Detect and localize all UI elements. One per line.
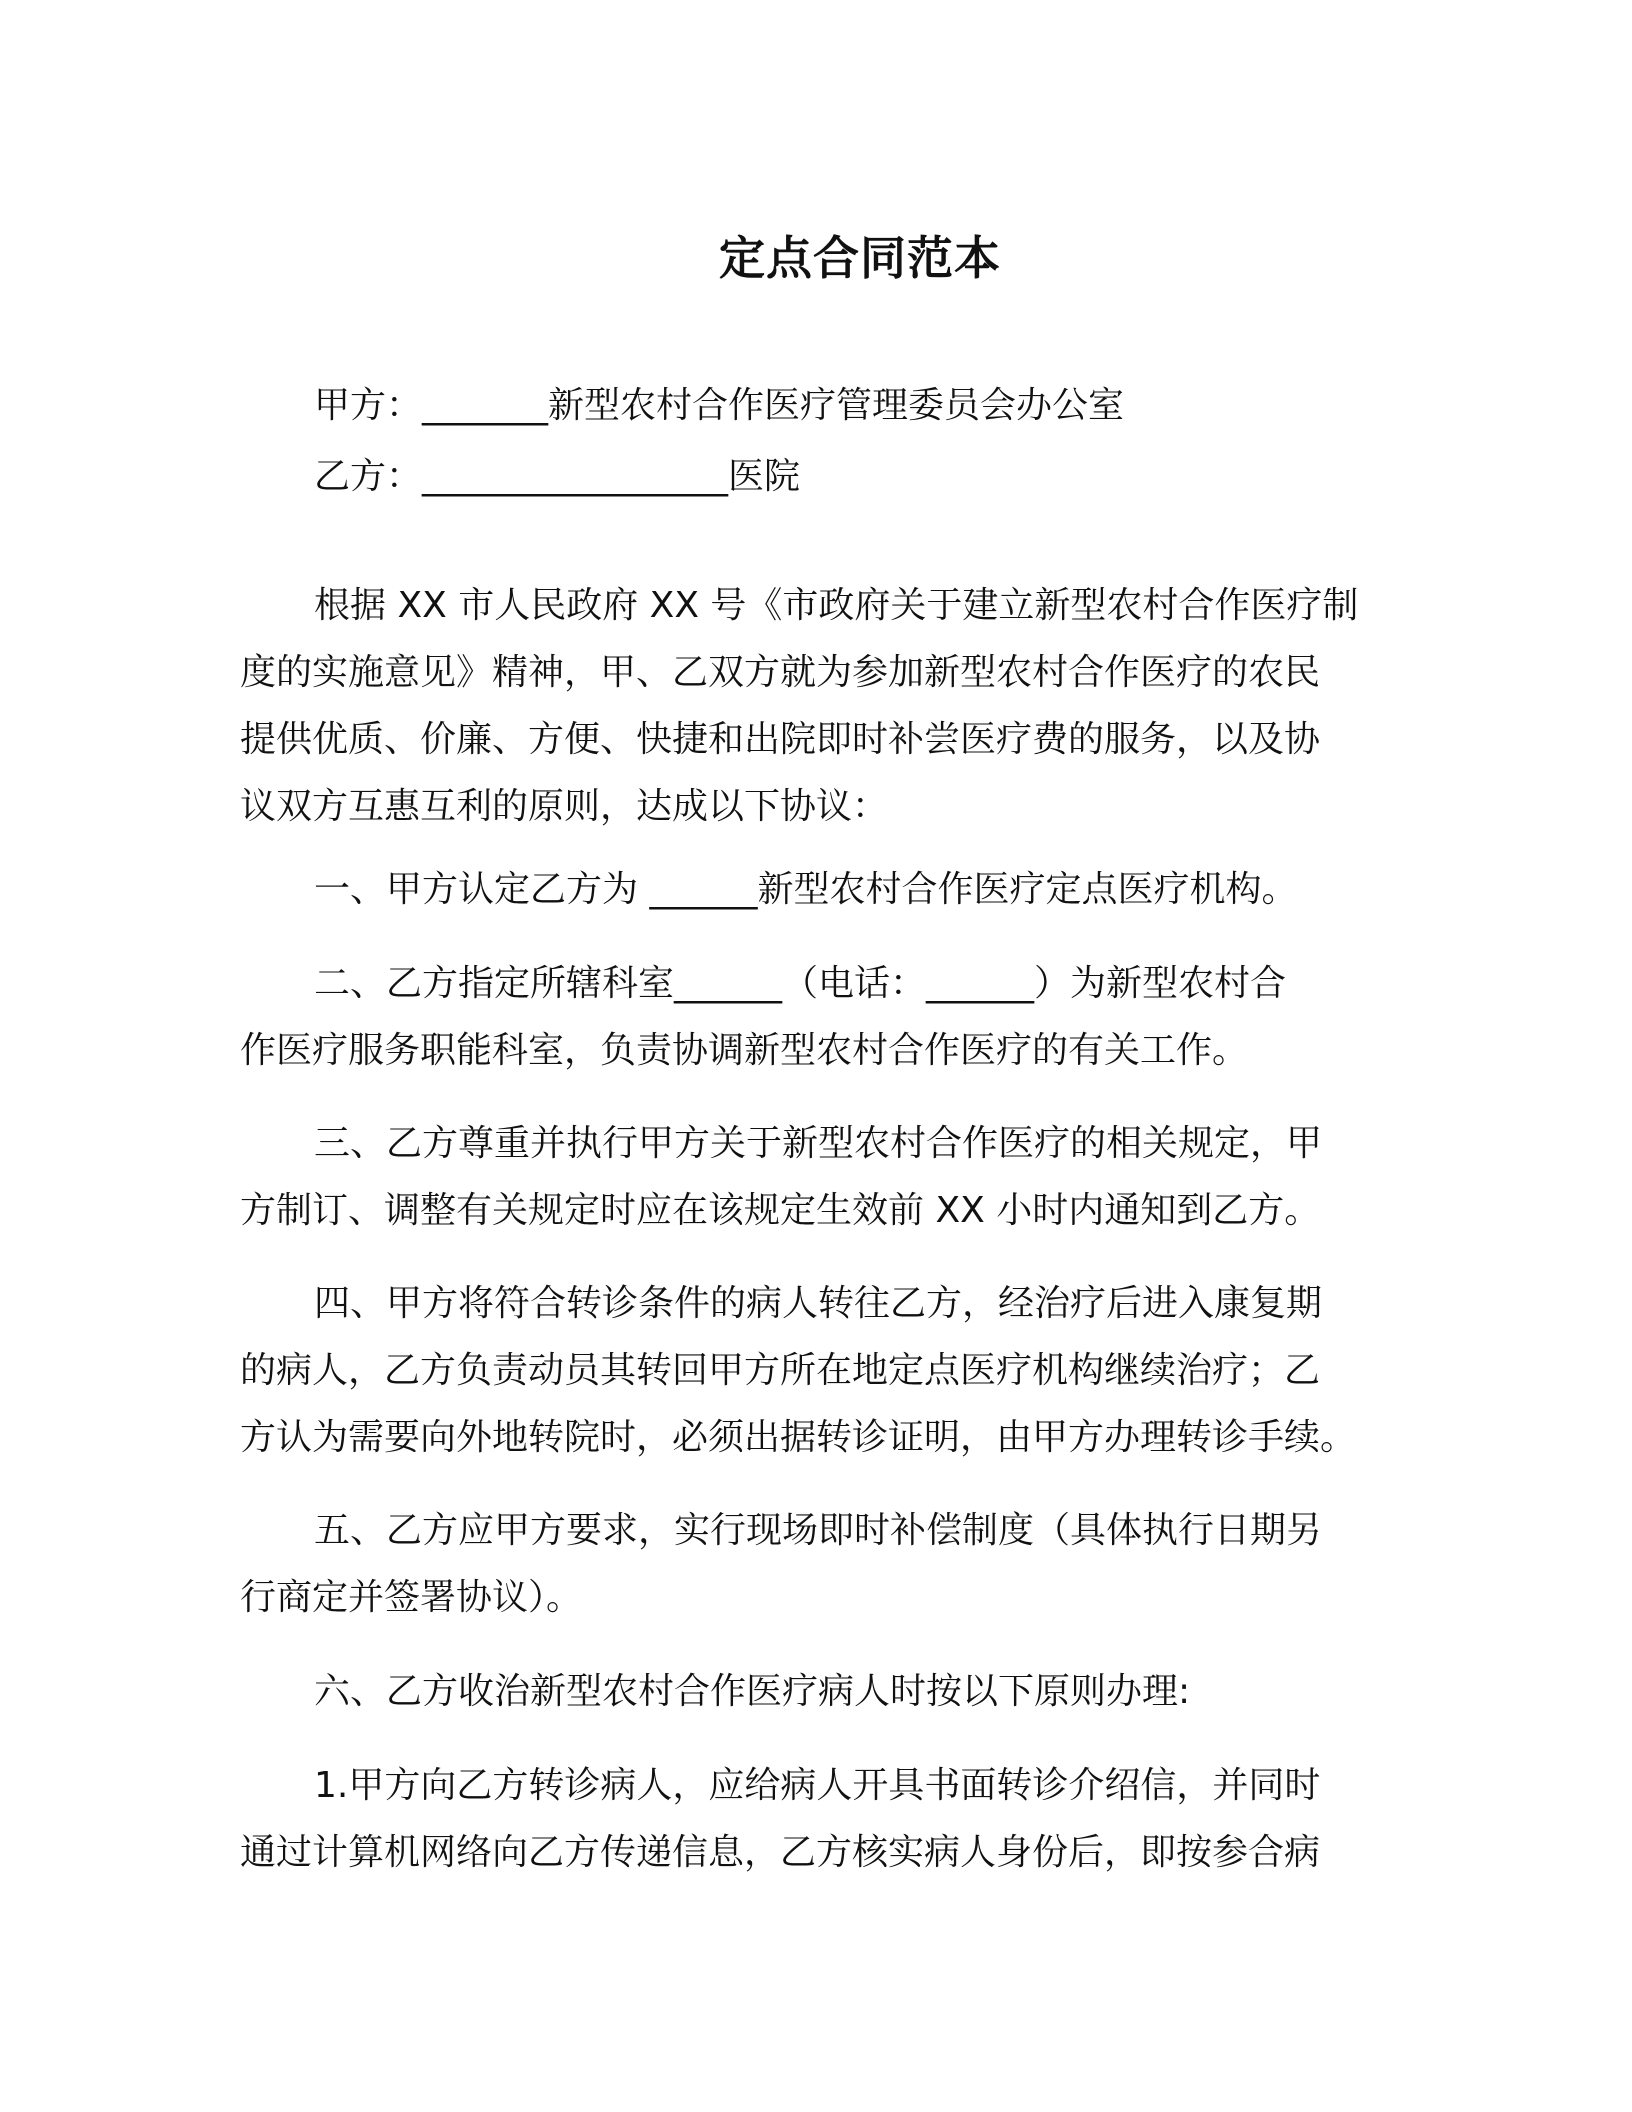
clause-line: 五、乙方应甲方要求，实行现场即时补偿制度（具体执行日期另: [314, 1510, 1323, 1551]
clause-line: 六、乙方收治新型农村合作医疗病人时按以下原则办理:: [314, 1671, 1191, 1712]
clause-line: 的病人，乙方负责动员其转回甲方所在地定点医疗机构继续治疗；乙: [240, 1350, 1321, 1391]
clause-1: [240, 856, 1385, 923]
clause-line: 通过计算机网络向乙方传递信息，乙方核实病人身份后，即按参合病: [240, 1832, 1321, 1873]
clause-6-item-1: [240, 1752, 1385, 1886]
clause-4: [240, 1270, 1385, 1471]
clause-line: 方制订、调整有关规定时应在该规定生效前 XX 小时内通知到乙方。: [240, 1190, 1321, 1231]
clause-3: [240, 1110, 1385, 1244]
preamble-line: 议双方互惠互利的原则，达成以下协议：: [240, 786, 889, 827]
party-b-line: [240, 443, 1385, 510]
clause-line: 二、乙方指定所辖科室______（电话：______）为新型农村合: [314, 963, 1287, 1004]
preamble-line: 度的实施意见》精神，甲、乙双方就为参加新型农村合作医疗的农民: [240, 652, 1321, 693]
clause-line: 四、甲方将符合转诊条件的病人转往乙方，经治疗后进入康复期: [314, 1283, 1323, 1324]
preamble-line: 根据 XX 市人民政府 XX 号《市政府关于建立新型农村合作医疗制: [314, 585, 1359, 626]
clause-line: 方认为需要向外地转院时，必须出据转诊证明，由甲方办理转诊手续。: [240, 1417, 1357, 1458]
clause-5: [240, 1497, 1385, 1631]
clause-line: 三、乙方尊重并执行甲方关于新型农村合作医疗的相关规定，甲: [314, 1123, 1323, 1164]
preamble-paragraph: [240, 572, 1385, 840]
clause-line: 1.甲方向乙方转诊病人，应给病人开具书面转诊介绍信，并同时: [314, 1765, 1321, 1806]
clause-line: 行商定并签署协议）。: [240, 1577, 583, 1618]
clause-line: 作医疗服务职能科室，负责协调新型农村合作医疗的有关工作。: [240, 1030, 1249, 1071]
clause-line: 一、甲方认定乙方为 ______新型农村合作医疗定点医疗机构。: [314, 869, 1298, 910]
document-title: 定点合同范本: [719, 231, 1001, 285]
clause-2: [240, 950, 1385, 1084]
party-a-text: 甲方：_______新型农村合作医疗管理委员会办公室: [314, 385, 1125, 426]
party-a-line: [240, 372, 1385, 439]
party-b-text: 乙方：_________________医院: [314, 456, 801, 497]
preamble-line: 提供优质、价廉、方便、快捷和出院即时补尝医疗费的服务，以及协: [240, 719, 1321, 760]
clause-6: [240, 1658, 1385, 1725]
